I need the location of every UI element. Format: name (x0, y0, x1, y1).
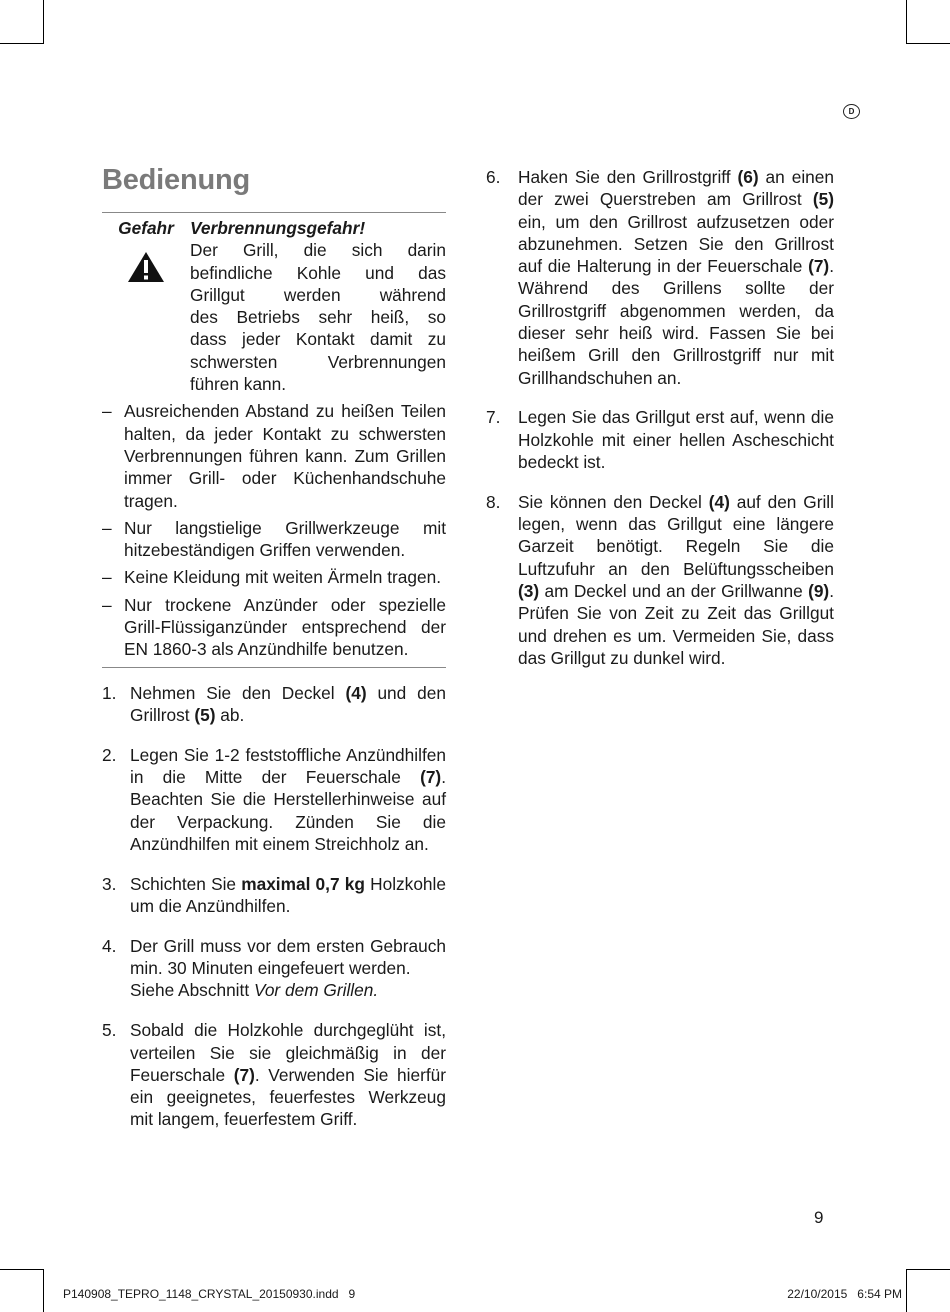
warning-line: führen kann. (190, 374, 287, 395)
list-dash: – (102, 594, 112, 615)
step-number: 1. (102, 682, 117, 703)
left-column (102, 212, 446, 1148)
warning-line: dass jeder Kontakt damit zu (190, 329, 446, 350)
step-list (102, 682, 446, 1131)
step-item (486, 166, 834, 389)
step-number: 2. (102, 744, 117, 765)
list-dash: – (102, 401, 112, 422)
step-item (102, 1019, 446, 1130)
step-number: 4. (102, 935, 117, 956)
step-item (486, 491, 834, 669)
warning-line: des Betriebs sehr heiß, so (190, 307, 446, 328)
warning-line: schwersten Verbrennungen (190, 351, 446, 372)
step-text: Legen Sie das Grillgut erst auf, wenn die Holzkohle mit einer hellen Ascheschicht bedeckt ist. (518, 407, 834, 473)
right-column (486, 166, 834, 687)
warning-label: Gefahr (118, 218, 174, 238)
crop-mark (43, 0, 44, 44)
safety-list-item (102, 400, 446, 511)
safety-list-text: Nur langstielige Grillwerkzeuge mit hitzebeständigen Griffen verwenden. (124, 517, 446, 561)
crop-mark (0, 1269, 44, 1270)
language-badge: D (843, 104, 860, 119)
warning-title: Verbrennungsgefahr! (190, 218, 366, 238)
crop-mark (906, 43, 950, 44)
step-text: Sobald die Holzkohle durchgeglüht ist, verteilen Sie sie gleichmäßig in der Feuerschale (7). Verwenden Sie hierfür ein geeignetes, feuerfestes Werkzeug mit langem, feuerfestem Griff. (130, 1020, 446, 1130)
list-dash: – (102, 567, 112, 588)
step-item (102, 744, 446, 855)
crop-mark (0, 43, 44, 44)
step-text: Der Grill muss vor dem ersten Gebrauch min. 30 Minuten eingefeuert werden. Siehe Abschnitt Vor dem Grillen. (130, 935, 446, 1001)
warning-box (102, 212, 446, 668)
footer-file-name: P140908_TEPRO_1148_CRYSTAL_20150930.indd 9 (63, 1287, 356, 1301)
step-text: Legen Sie 1-2 feststoffliche Anzündhilfen in die Mitte der Feuerschale (7). Beachten Sie die Herstellerhinweise auf der Verpackung. Zünden Sie die Anzündhilfen mit einem Streichholz an. (130, 744, 446, 854)
warning-line: Der Grill, die sich darin (190, 240, 446, 261)
list-dash: – (102, 517, 112, 538)
step-item (486, 406, 834, 473)
step-text: Schichten Sie maximal 0,7 kg Holzkohle um die Anzündhilfen. (130, 873, 446, 917)
safety-list-text: Keine Kleidung mit weiten Ärmeln tragen. (124, 567, 441, 588)
safety-list-item (102, 517, 446, 562)
warning-triangle-icon (127, 251, 165, 283)
warning-line: befindliche Kohle und das (190, 262, 446, 283)
step-number: 5. (102, 1020, 117, 1041)
crop-mark (906, 0, 907, 44)
safety-list-item (102, 594, 446, 661)
step-text: Haken Sie den Grillrostgriff (6) an einen der zwei Querstreben am Grillrost (5) ein, um den Grillrost aufzusetzen oder abzunehmen. Setzen Sie den Grillrost auf die Halterung in der Feuerschale (7). Während des Grillens sollte der Grillrostgriff abgenommen werden, da dieser sehr heiß wird. Fassen Sie bei heißem Grill den Grillrostgriff nur mit Grillhandschuhen an. (518, 167, 834, 388)
warning-body (190, 217, 446, 395)
step-number: 3. (102, 873, 117, 894)
step-item (102, 682, 446, 727)
crop-mark (43, 1270, 44, 1312)
safety-list-text: Nur trockene Anzünder oder spezielle Grill-Flüssiganzünder entsprechend der EN 1860-3 als Anzündhilfe benutzen. (124, 594, 446, 660)
step-item (102, 873, 446, 918)
step-number: 7. (486, 407, 501, 428)
step-number: 8. (486, 491, 501, 512)
safety-list-text: Ausreichenden Abstand zu heißen Teilen halten, da jeder Kontakt zu schwersten Verbrennungen führen kann. Zum Grillen immer Grill- oder Küchenhandschuhe tragen. (124, 401, 446, 511)
step-text: Sie können den Deckel (4) auf den Grill legen, wenn das Grillgut eine längere Garzeit benötigt. Regeln Sie die Luftzufuhr an den Belüftungsscheiben (3) am Deckel und an der Grillwanne (9). Prüfen Sie von Zeit zu Zeit das Grillgut und drehen es um. Vermeiden Sie, dass das Grillgut zu dunkel wird. (518, 491, 834, 668)
step-item (102, 935, 446, 1002)
step-text: Nehmen Sie den Deckel (4) und den Grillrost (5) ab. (130, 682, 446, 725)
crop-mark (906, 1270, 907, 1312)
page-number: 9 (814, 1208, 824, 1227)
step-number: 6. (486, 167, 501, 187)
warning-line: Grillgut werden während (190, 284, 446, 305)
safety-list-item (102, 566, 446, 588)
page-title: Bedienung (102, 164, 251, 196)
warning-label-column (102, 217, 190, 395)
crop-mark (906, 1269, 950, 1270)
footer-datetime: 22/10/2015 6:54 PM (787, 1287, 902, 1301)
